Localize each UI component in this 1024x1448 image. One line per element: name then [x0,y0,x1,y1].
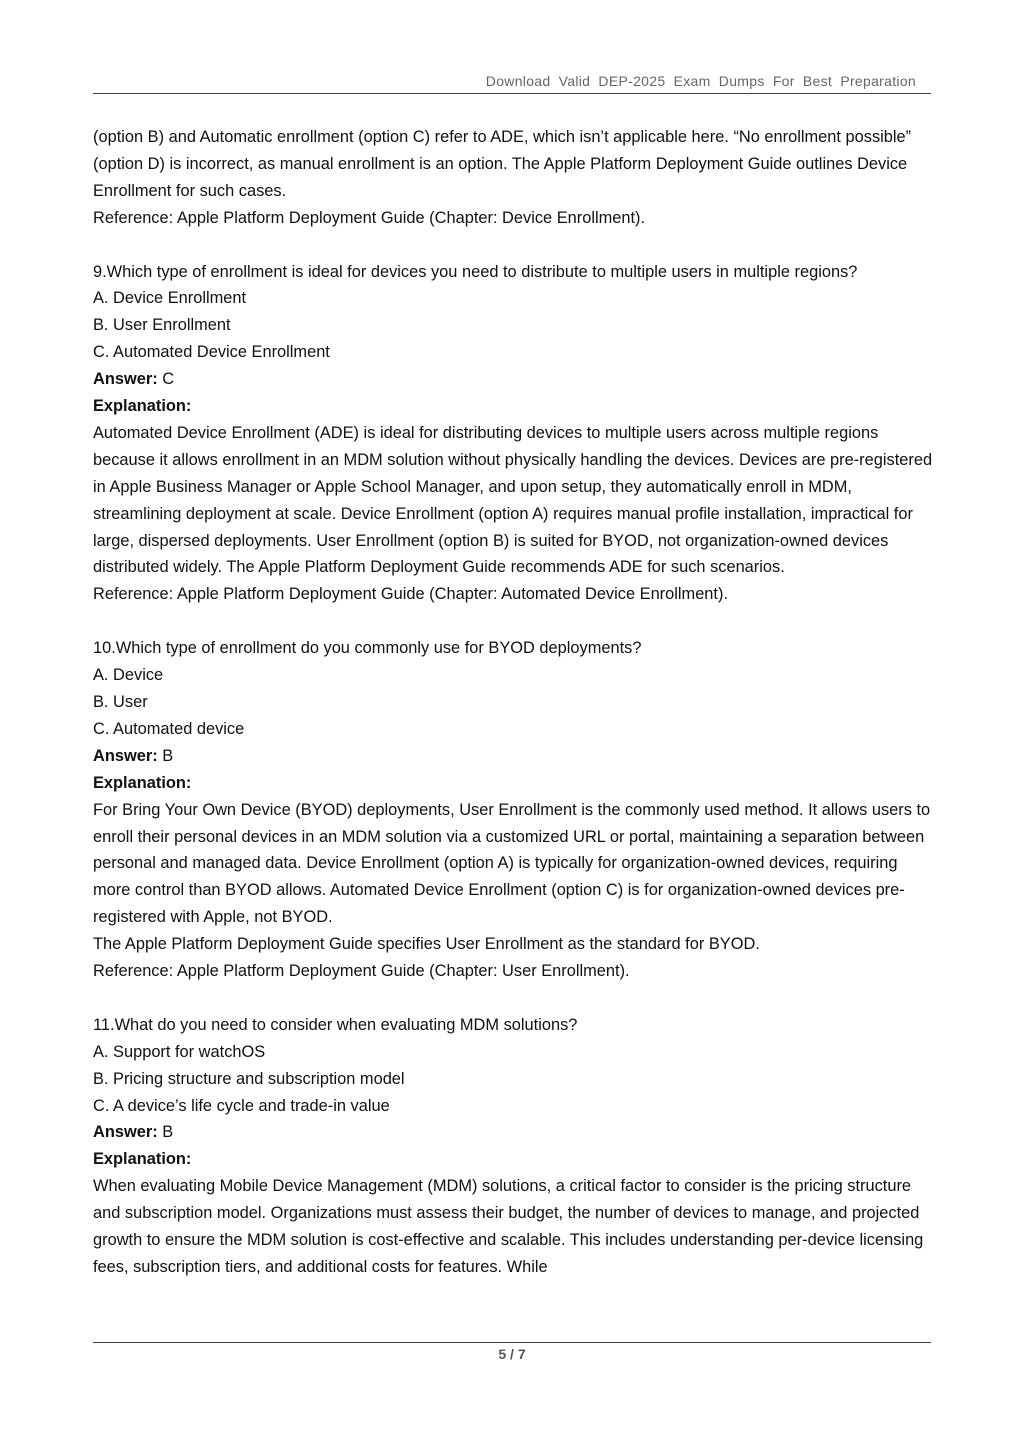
answer-line [93,743,938,770]
explanation-extra: The Apple Platform Deployment Guide specifies User Enrollment as the standard for BYOD. [93,935,760,954]
option-c: C. Automated Device Enrollment [93,343,330,362]
option-b: B. Pricing structure and subscription model [93,1069,405,1088]
question-text: 10.Which type of enrollment do you commonly use for BYOD deployments? [93,639,642,658]
explanation-label: Explanation: [93,1150,192,1169]
option-b: B. User [93,693,148,711]
explanation-label: Explanation: [93,773,192,792]
question-text: 11.What do you need to consider when evaluating MDM solutions? [93,1015,578,1034]
explanation-text: For Bring Your Own Device (BYOD) deployments, User Enrollment is the commonly used method. It allows users to enroll their personal devices in an MDM solution via a customized URL or portal, maintaining a separation between personal and managed data. Device Enrollment (option A) is typically for organization-owned devices, requiring more control than BYOD allows. Automated Device Enrollment (option C) is for organization-owned devices pre-registered with Apple, not BYOD. [93,800,931,927]
option-c: C. Automated device [93,719,245,738]
explanation-text: When evaluating Mobile Device Management (MDM) solutions, a critical factor to consider is the pricing structure and subscription model. Organizations must assess their budget, the number of devices to manage, and projected growth to ensure the MDM solution is cost-effective and scalable. This includes understanding per-device licensing fees, subscription tiers, and additional costs for features. While [93,1177,924,1277]
reference-text: Reference: Apple Platform Deployment Guide (Chapter: User Enrollment). [93,962,630,981]
option-a: A. Device Enrollment [93,289,247,308]
option-a: A. Support for watchOS [93,1042,266,1061]
answer-label: Answer: [93,746,158,765]
answer-value: B [157,1123,174,1142]
document-body [93,124,938,1281]
explanation-label: Explanation: [93,397,192,416]
answer-value: B [157,746,174,765]
answer-line [93,366,938,393]
reference-text: Reference: Apple Platform Deployment Guide (Chapter: Automated Device Enrollment). [93,585,728,604]
answer-line [93,1119,938,1146]
answer-label: Answer: [93,1123,158,1142]
header-divider [93,93,931,94]
explanation-text: Automated Device Enrollment (ADE) is ideal for distributing devices to multiple users across multiple regions because it allows enrollment in an MDM solution without physically handling the devices. Devices are pre-registered in Apple Business Manager or Apple School Manager, and upon setup, they automatically enroll in MDM, streamlining deployment at scale. Device Enrollment (option A) requires manual profile installation, impractical for large, dispersed deployments. User Enrollment (option B) is suited for BYOD, not organization-owned devices distributed widely. The Apple Platform Deployment Guide recommends ADE for such scenarios. [93,423,933,577]
intro-reference: Reference: Apple Platform Deployment Guide (Chapter: Device Enrollment). [93,208,646,227]
question-block-9 [93,259,938,609]
question-text: 9.Which type of enrollment is ideal for devices you need to distribute to multiple users in multiple regions? [93,262,858,281]
footer-divider [93,1342,931,1343]
question-block-10 [93,635,938,985]
running-header: Download Valid DEP-2025 Exam Dumps For Best Preparation [485,73,916,89]
answer-label: Answer: [93,370,158,389]
question-block-11 [93,1012,938,1281]
intro-continuation: (option B) and Automatic enrollment (option C) refer to ADE, which isn’t applicable here. “No enrollment possible” (option D) is incorrect, as manual enrollment is an option. The Apple Platform Deployment Guide outlines Device Enrollment for such cases. [93,128,912,200]
option-a: A. Device [93,666,164,685]
option-c: C. A device’s life cycle and trade-in value [93,1096,390,1115]
page-number: 5 / 7 [498,1346,526,1362]
option-b: B. User Enrollment [93,316,231,335]
answer-value: C [157,370,175,389]
